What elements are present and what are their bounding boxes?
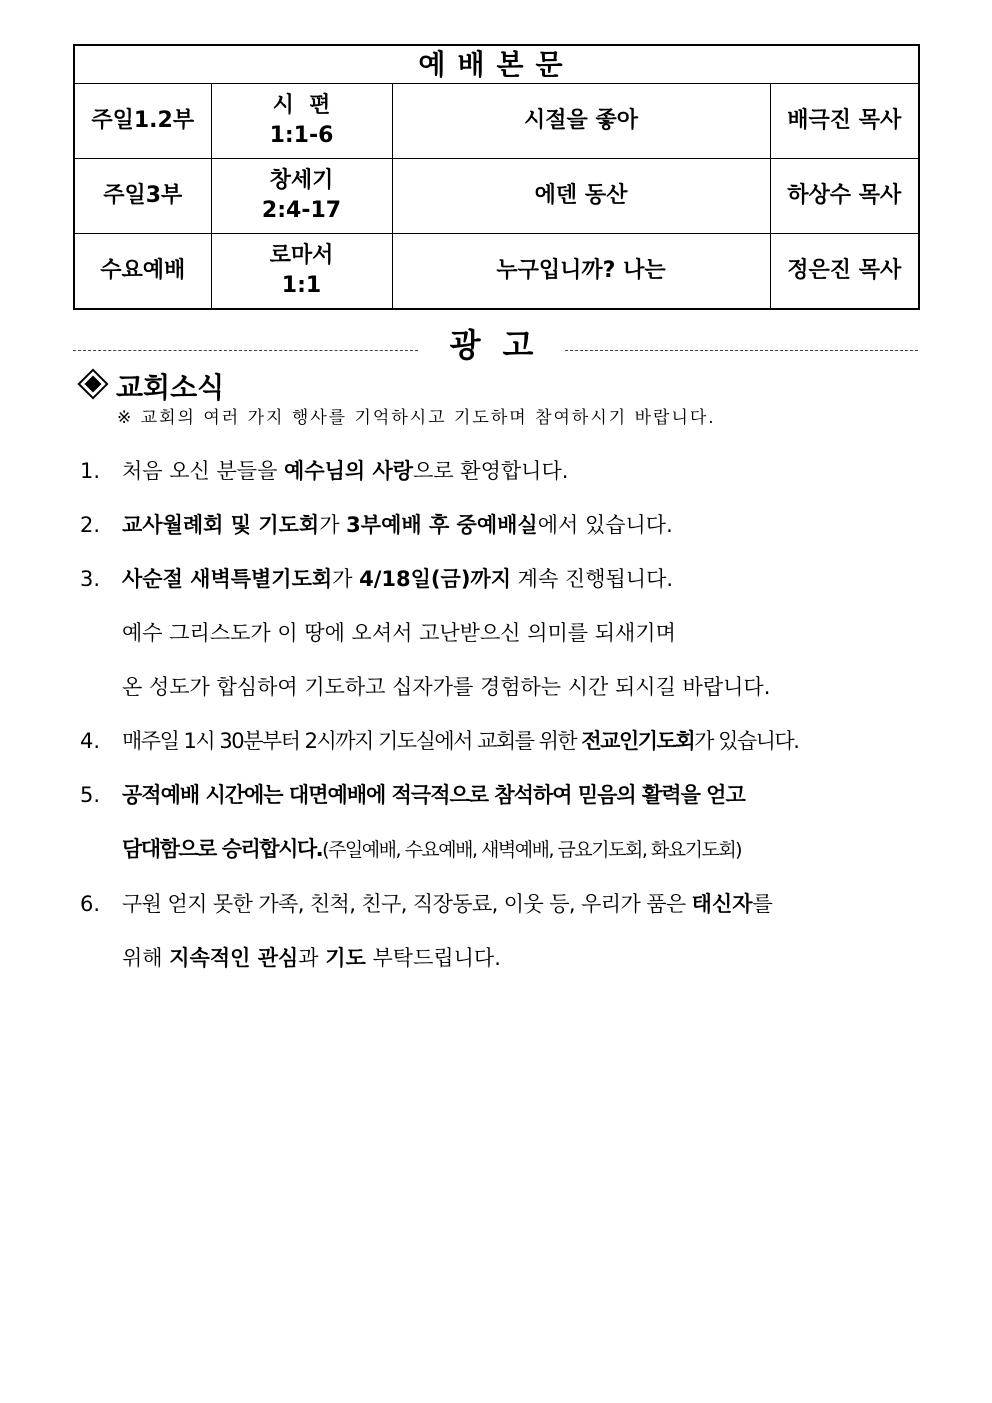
diamond-bullet-icon bbox=[77, 368, 108, 399]
list-item-continuation: 담대함으로 승리합시다.(주일예배, 수요예배, 새벽예배, 금요기도회, 화요기도회) bbox=[122, 837, 742, 861]
announcements-title: 광고 bbox=[449, 326, 556, 364]
announcements-header bbox=[73, 322, 918, 372]
notice-text: ※ 교회의 여러 가지 행사를 기억하시고 기도하며 참여하시기 바랍니다. bbox=[117, 408, 716, 428]
announcement-list bbox=[80, 444, 860, 985]
scripture-book: 로마서 bbox=[269, 243, 334, 268]
list-item: 2. 교사월례회 및 기도회가 3부예배 후 중예배실에서 있습니다. bbox=[80, 513, 673, 537]
church-news-heading bbox=[78, 368, 224, 408]
scripture-ref: 2:4-17 bbox=[261, 198, 342, 223]
service-name: 주일3부 bbox=[74, 159, 211, 234]
service-name: 수요예배 bbox=[74, 234, 211, 310]
list-item-continuation: 예수 그리스도가 이 땅에 오셔서 고난받으신 의미를 되새기며 bbox=[122, 621, 676, 645]
sermon-row bbox=[74, 84, 919, 159]
list-item: 3. 사순절 새벽특별기도회가 4/18일(금)까지 계속 진행됩니다. bbox=[80, 567, 674, 591]
list-item-continuation: 온 성도가 합심하여 기도하고 십자가를 경험하는 시간 되시길 바랍니다. bbox=[122, 675, 771, 699]
scripture-passage bbox=[211, 84, 392, 159]
sermon-table bbox=[73, 44, 920, 310]
preacher-name: 정은진 목사 bbox=[770, 234, 919, 310]
sermon-row bbox=[74, 159, 919, 234]
sermon-title: 시절을 좋아 bbox=[392, 84, 770, 159]
divider bbox=[73, 350, 418, 351]
list-item-continuation: 위해 지속적인 관심과 기도 부탁드립니다. bbox=[122, 946, 501, 970]
scripture-book: 시 편 bbox=[272, 93, 331, 118]
list-item: 4. 매주일 1시 30분부터 2시까지 기도실에서 교회를 위한 전교인기도회가 있습니다. bbox=[80, 729, 799, 753]
scripture-ref: 1:1-6 bbox=[269, 123, 334, 148]
sermon-row bbox=[74, 234, 919, 310]
scripture-passage bbox=[211, 234, 392, 310]
preacher-name: 하상수 목사 bbox=[770, 159, 919, 234]
scripture-ref: 1:1 bbox=[281, 273, 322, 298]
list-item: 5. 공적예배 시간에는 대면예배에 적극적으로 참석하여 믿음의 활력을 얻고 bbox=[80, 783, 745, 807]
divider bbox=[565, 350, 918, 351]
sermon-table-title: 예배본문 bbox=[74, 45, 919, 84]
list-item: 6. 구원 얻지 못한 가족, 친척, 친구, 직장동료, 이웃 등, 우리가 품은 태신자를 bbox=[80, 892, 773, 916]
preacher-name: 배극진 목사 bbox=[770, 84, 919, 159]
list-item: 1. 처음 오신 분들을 예수님의 사랑으로 환영합니다. bbox=[80, 459, 569, 483]
scripture-book: 창세기 bbox=[269, 168, 334, 193]
service-name: 주일1.2부 bbox=[74, 84, 211, 159]
scripture-passage bbox=[211, 159, 392, 234]
sermon-title: 에덴 동산 bbox=[392, 159, 770, 234]
church-news-title: 교회소식 bbox=[116, 371, 225, 404]
sermon-title: 누구입니까? 나는 bbox=[392, 234, 770, 310]
